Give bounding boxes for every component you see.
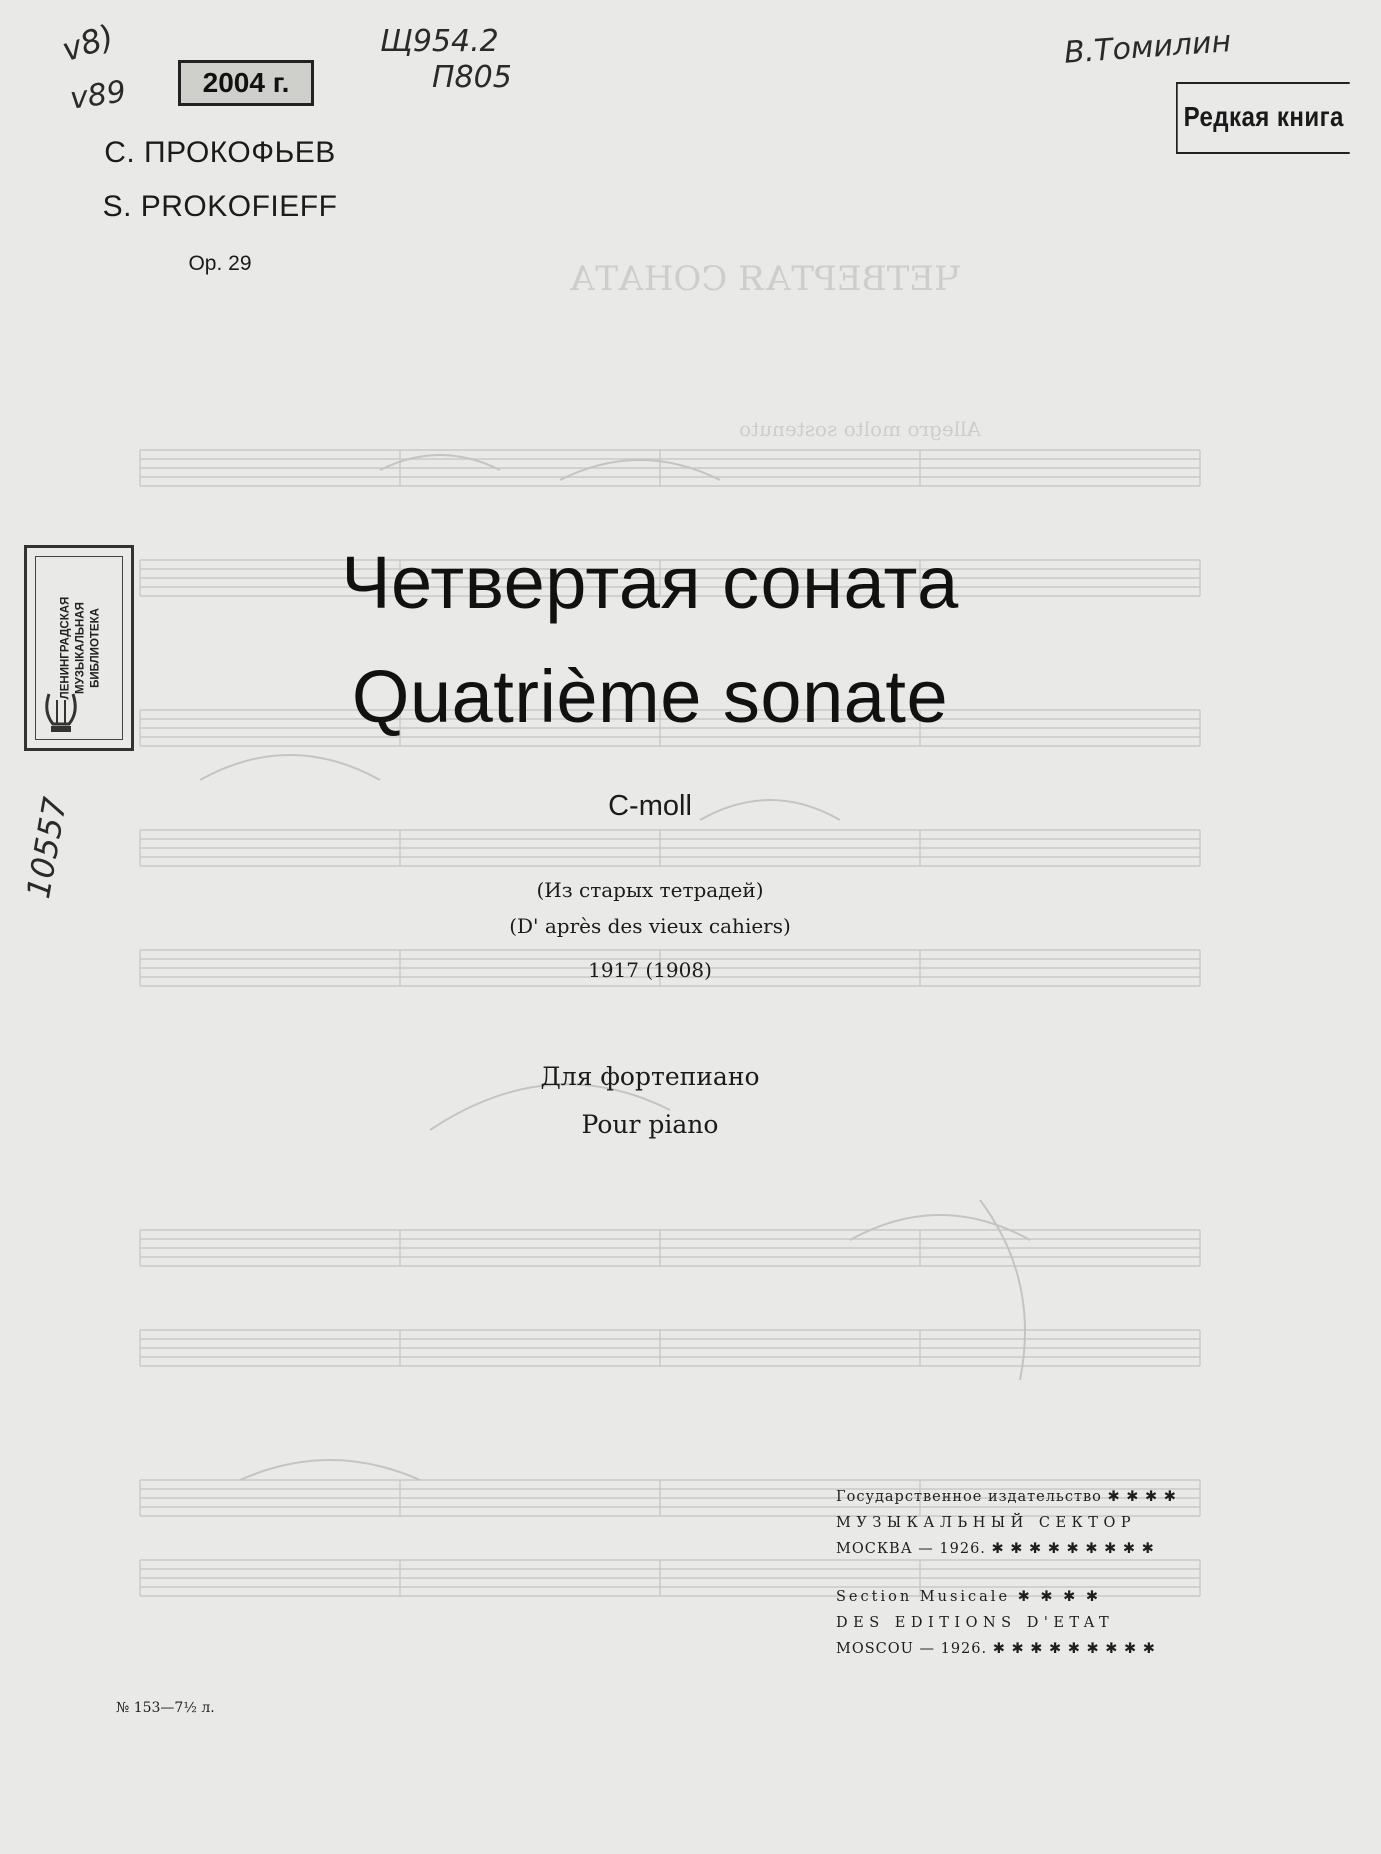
publisher-ru-line1: Государственное издательство ✱ ✱ ✱ ✱ <box>836 1489 1177 1505</box>
shelf-mark-1: Щ954.2 <box>380 24 499 59</box>
publisher-fr <box>836 1584 1176 1662</box>
mirrored-title: ЧЕТВЕРТАЯ СОНАТА <box>569 259 961 299</box>
publisher-ru-line2: МУЗЫКАЛЬНЫЙ СЕКТОР <box>836 1515 1137 1531</box>
library-stamp-line: ЛЕНИНГРАДСКАЯ <box>59 596 72 700</box>
publisher-fr-line1: Section Musicale ✱ ✱ ✱ ✱ <box>836 1589 1102 1605</box>
library-stamp-line: МУЗЫКАЛЬНАЯ <box>74 602 87 694</box>
catalog-number: № 153—7½ л. <box>116 1700 215 1716</box>
publisher-fr-line2: DES EDITIONS D'ETAT <box>836 1615 1115 1631</box>
publisher-fr-line3: MOSCOU — 1926. ✱ ✱ ✱ ✱ ✱ ✱ ✱ ✱ ✱ <box>836 1641 1156 1657</box>
shelf-mark-2: П805 <box>432 60 512 95</box>
handwritten-note-b: v89 <box>67 74 129 117</box>
composer-name-fr: S. PROKOFIEFF <box>102 190 338 223</box>
instrument-fr: Pour piano <box>581 1110 719 1139</box>
library-stamp-line: БИБЛИОТЕКА <box>89 608 102 688</box>
opus-number: Op. 29 <box>188 252 252 275</box>
title-fr: Quatrième sonate <box>351 655 949 738</box>
title-ru: Четвертая соната <box>341 541 959 624</box>
handwritten-note-a: v8) <box>57 16 119 70</box>
publisher-ru-line3: МОСКВА — 1926. ✱ ✱ ✱ ✱ ✱ ✱ ✱ ✱ ✱ <box>836 1541 1155 1557</box>
key-signature: C-moll <box>608 790 692 822</box>
mirrored-tempo: Allegro molto sostenuto <box>739 417 981 441</box>
instrument-ru: Для фортепиано <box>540 1062 760 1091</box>
rare-book-stamp: Редкая книга <box>1176 82 1350 154</box>
publisher-ru <box>836 1484 1176 1562</box>
composition-years: 1917 (1908) <box>588 958 712 982</box>
composer-name-ru: С. ПРОКОФЬЕВ <box>104 136 336 169</box>
subtitle-ru: (Из старых тетрадей) <box>536 878 764 902</box>
year-stamp: 2004 г. <box>178 60 314 106</box>
inventory-number: 10557 <box>19 794 75 902</box>
signature: В.Томилин <box>1062 24 1233 71</box>
subtitle-fr: (D' après des vieux cahiers) <box>509 914 791 938</box>
